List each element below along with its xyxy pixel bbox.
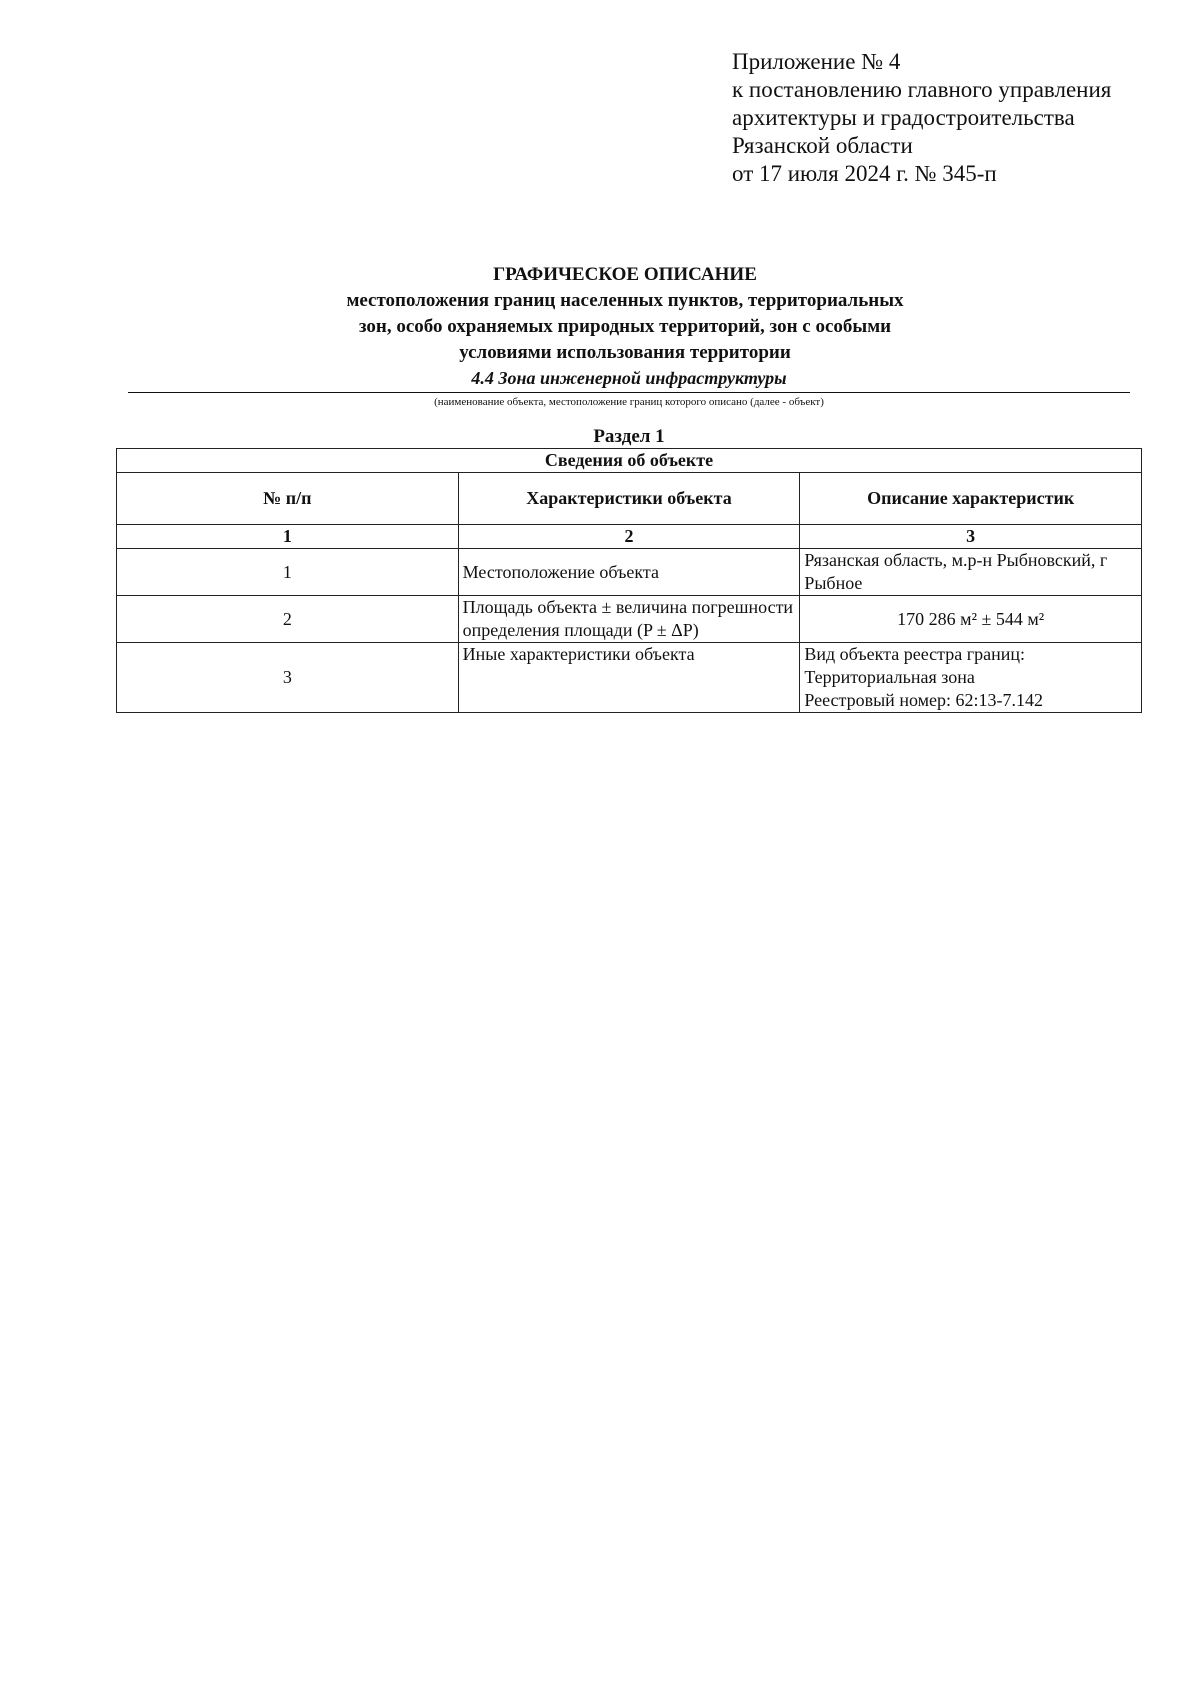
heading-line: условиями использования территории bbox=[459, 342, 791, 363]
row-number: 3 bbox=[117, 643, 459, 713]
col-header-num: № п/п bbox=[117, 473, 459, 525]
table-header-row bbox=[117, 473, 1142, 525]
heading-line: местоположения границ населенных пунктов, территориальных bbox=[346, 290, 904, 311]
heading-line: зон, особо охраняемых природных территорий, зон с особыми bbox=[358, 316, 892, 337]
section-title: Раздел 1 bbox=[593, 426, 665, 447]
table-row bbox=[117, 596, 1142, 643]
column-number: 3 bbox=[800, 525, 1142, 549]
table-title-row bbox=[117, 449, 1142, 473]
document-title: ГРАФИЧЕСКОЕ ОПИСАНИЕ bbox=[493, 264, 757, 285]
row-number: 2 bbox=[117, 596, 459, 643]
row-characteristic: Местоположение объекта bbox=[458, 549, 800, 596]
appendix-line: от 17 июля 2024 г. № 345-п bbox=[732, 161, 997, 186]
row-number: 1 bbox=[117, 549, 459, 596]
row-description-line: Реестровый номер: 62:13-7.142 bbox=[804, 690, 1043, 710]
row-description: 170 286 м² ± 544 м² bbox=[800, 596, 1142, 643]
table-title: Сведения об объекте bbox=[117, 449, 1142, 473]
column-numbers-row bbox=[117, 525, 1142, 549]
document-heading bbox=[120, 262, 1130, 366]
appendix-line: к постановлению главного управления bbox=[732, 77, 1112, 102]
appendix-line: архитектуры и градостроительства bbox=[732, 105, 1075, 130]
appendix-block bbox=[732, 48, 1111, 188]
appendix-line: Приложение № 4 bbox=[732, 49, 901, 74]
row-description: Рязанская область, м.р-н Рыбновский, г Рыбное bbox=[800, 549, 1142, 596]
object-name-underline bbox=[128, 392, 1130, 393]
column-number: 2 bbox=[458, 525, 800, 549]
table-row bbox=[117, 549, 1142, 596]
col-header-characteristic: Характеристики объекта bbox=[458, 473, 800, 525]
row-description-line: Вид объекта реестра границ: Территориальная зона bbox=[804, 644, 1025, 687]
row-characteristic: Иные характеристики объекта bbox=[458, 643, 800, 713]
table-row bbox=[117, 643, 1142, 713]
row-characteristic: Площадь объекта ± величина погрешности определения площади (P ± ΔP) bbox=[458, 596, 800, 643]
col-header-description: Описание характеристик bbox=[800, 473, 1142, 525]
object-info-table bbox=[116, 448, 1142, 713]
appendix-line: Рязанской области bbox=[732, 133, 913, 158]
column-number: 1 bbox=[117, 525, 459, 549]
object-name: 4.4 Зона инженерной инфраструктуры bbox=[471, 368, 787, 388]
row-description-cell bbox=[800, 643, 1142, 713]
object-name-caption: (наименование объекта, местоположение границ которого описано (далее - объект) bbox=[434, 396, 824, 408]
